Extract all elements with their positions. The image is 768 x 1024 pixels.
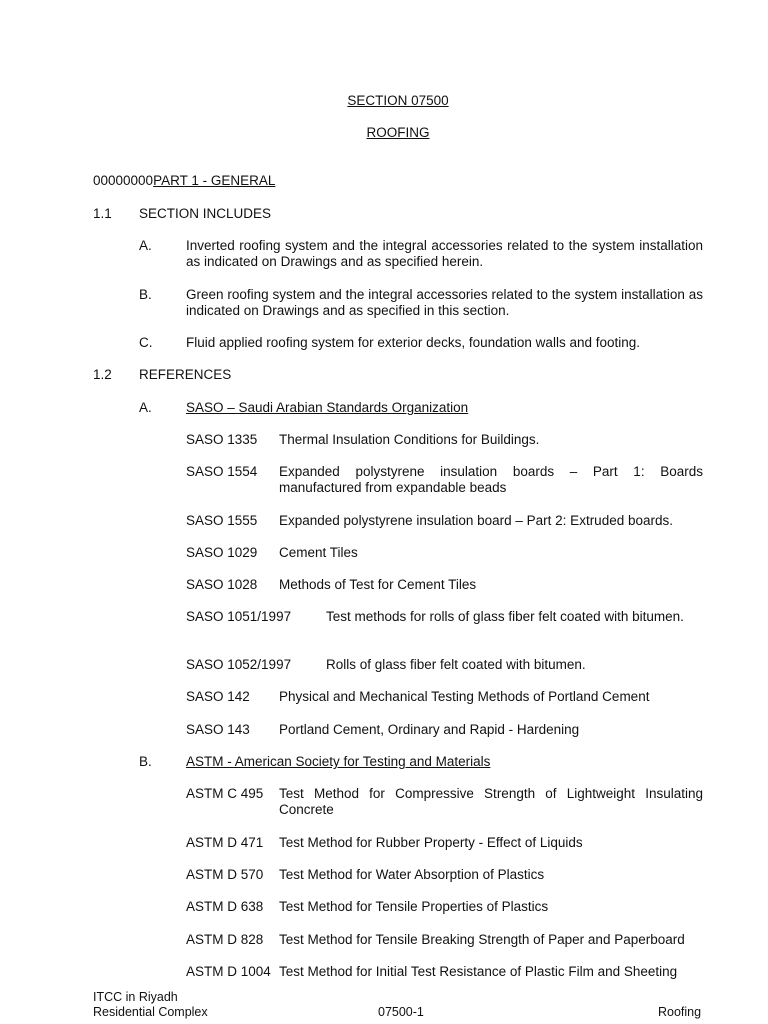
reference-text: Test Method for Compressive Strength of Lightweight Insulating Concrete (279, 786, 703, 817)
reference-code: ASTM D 471 (186, 835, 264, 850)
footer-project-line2: Residential Complex (93, 1005, 208, 1019)
reference-text: Test Method for Tensile Properties of Plastics (279, 899, 549, 914)
reference-code: SASO 1335 (186, 432, 258, 447)
item-letter: B. (139, 287, 152, 302)
reference-text: Physical and Mechanical Testing Methods of Portland Cement (279, 689, 650, 704)
section-number: SECTION 07500 (347, 93, 449, 108)
reference-org-title: ASTM - American Society for Testing and Materials (186, 754, 491, 769)
part-heading (93, 173, 275, 189)
reference-code: ASTM C 495 (186, 786, 264, 801)
reference-code: SASO 1555 (186, 513, 258, 528)
reference-code: ASTM D 638 (186, 899, 264, 914)
reference-code: SASO 1554 (186, 464, 258, 479)
part-prefix: 00000000 (93, 173, 154, 188)
article-number: 1.1 (93, 206, 112, 221)
reference-code: SASO 1029 (186, 545, 258, 560)
reference-code: ASTM D 570 (186, 867, 264, 882)
item-letter: C. (139, 335, 153, 350)
item-letter: A. (139, 238, 152, 253)
reference-org-title: SASO – Saudi Arabian Standards Organization (186, 400, 469, 415)
reference-text: Cement Tiles (279, 545, 358, 560)
item-letter: A. (139, 400, 152, 415)
article-number: 1.2 (93, 367, 112, 382)
reference-text: Test methods for rolls of glass fiber felt coated with bitumen. (326, 609, 684, 624)
article-title: SECTION INCLUDES (139, 206, 272, 221)
reference-code: SASO 142 (186, 689, 250, 704)
part-label: PART 1 - GENERAL (153, 173, 276, 188)
article-title: REFERENCES (139, 367, 232, 382)
footer-page-number: 07500-1 (378, 1005, 424, 1019)
reference-code: SASO 143 (186, 722, 250, 737)
reference-code: ASTM D 1004 (186, 964, 271, 979)
reference-text: Test Method for Rubber Property - Effect of Liquids (279, 835, 583, 850)
reference-text: Test Method for Initial Test Resistance of Plastic Film and Sheeting (279, 964, 678, 979)
item-text: Green roofing system and the integral accessories related to the system installation as indicated on Drawings and as specified in this section. (186, 287, 703, 318)
reference-text: Test Method for Tensile Breaking Strength of Paper and Paperboard (279, 932, 685, 947)
reference-text: Expanded polystyrene insulation board – Part 2: Extruded boards. (279, 513, 673, 528)
reference-code: SASO 1028 (186, 577, 258, 592)
item-text: Inverted roofing system and the integral accessories related to the system installation as indicated on Drawings and as specified herein. (186, 238, 703, 269)
item-letter: B. (139, 754, 152, 769)
reference-code: SASO 1052/1997 (186, 657, 292, 672)
footer-project-line1: ITCC in Riyadh (93, 990, 178, 1004)
footer-section-name: Roofing (658, 1005, 702, 1019)
reference-text: Expanded polystyrene insulation boards – Part 1: Boards manufactured from expandable beads (279, 464, 703, 495)
reference-text: Methods of Test for Cement Tiles (279, 577, 477, 592)
reference-code: SASO 1051/1997 (186, 609, 292, 624)
reference-text: Rolls of glass fiber felt coated with bitumen. (326, 657, 586, 672)
reference-text: Portland Cement, Ordinary and Rapid - Hardening (279, 722, 580, 737)
item-text: Fluid applied roofing system for exterior decks, foundation walls and footing. (186, 335, 640, 350)
reference-code: ASTM D 828 (186, 932, 264, 947)
section-title: ROOFING (366, 125, 430, 140)
reference-text: Thermal Insulation Conditions for Buildings. (279, 432, 540, 447)
reference-text: Test Method for Water Absorption of Plastics (279, 867, 545, 882)
